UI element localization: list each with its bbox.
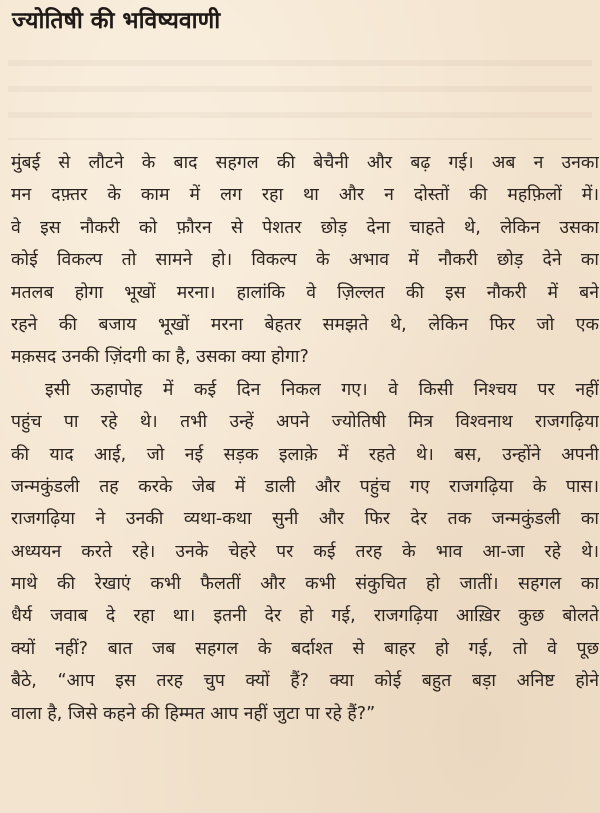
text-line: मतलब होगा भूखों मरना। हालांकि वे ज़िल्लत की इस नौकरी में बने [11, 282, 599, 303]
paragraph-1 [11, 147, 599, 374]
body-text [11, 147, 599, 730]
text-line: रहने की बजाय भूखों मरना बेहतर समझते थे, लेकिन फिर जो एक [11, 314, 599, 335]
paragraph-2 [11, 374, 599, 730]
text-line: कोई विकल्प तो सामने हो। विकल्प के अभाव में नौकरी छोड़ देने का [11, 250, 599, 271]
text-line: धैर्य जवाब दे रहा था। इतनी देर हो गई, राजगढ़िया आख़िर कुछ बोलते [11, 606, 599, 627]
text-line: जन्मकुंडली तह करके जेब में डाली और पहुंच गए राजगढ़िया के पास। [11, 476, 599, 497]
bleed-through-area [8, 60, 592, 140]
text-line: बैठे, “आप इस तरह चुप क्यों हैं? क्या कोई बहुत बड़ा अनिष्ट होने [11, 671, 599, 692]
text-line: मक़सद उनकी ज़िंदगी का है, उसका क्या होगा? [11, 347, 309, 368]
text-line: की याद आई, जो नई सड़क इलाक़े में रहते थे। बस, उन्होंने अपनी [11, 444, 599, 465]
text-line: इसी ऊहापोह में कई दिन निकल गए। वे किसी निश्चय पर नहीं [45, 379, 599, 400]
chapter-title: ज्योतिषी की भविष्यवाणी [12, 8, 221, 34]
text-line: मन दफ़्तर के काम में लग रहा था और न दोस्तों की महफ़िलों में। [11, 185, 599, 206]
text-line: माथे की रेखाएं कभी फैलतीं और कभी संकुचित हो जातीं। सहगल का [11, 574, 599, 595]
text-line: वे इस नौकरी को फ़ौरन से पेशतर छोड़ देना चाहते थे, लेकिन उसका [11, 217, 599, 238]
text-line: मुंबई से लौटने के बाद सहगल की बेचैनी और बढ़ गई। अब न उनका [11, 153, 599, 173]
text-line: वाला है, जिसे कहने की हिम्मत आप नहीं जुटा पा रहे हैं?” [11, 703, 376, 724]
text-line: अध्ययन करते रहे। उनके चेहरे पर कई तरह के भाव आ-जा रहे थे। [11, 541, 599, 562]
text-line: राजगढ़िया ने उनकी व्यथा-कथा सुनी और फिर देर तक जन्मकुंडली का [11, 509, 599, 530]
text-line: क्यों नहीं? बात जब सहगल के बर्दाश्त से बाहर हो गई, तो वे पूछ [11, 638, 599, 659]
text-line: पहुंच पा रहे थे। तभी उन्हें अपने ज्योतिषी मित्र विश्वनाथ राजगढ़िया [11, 412, 599, 433]
